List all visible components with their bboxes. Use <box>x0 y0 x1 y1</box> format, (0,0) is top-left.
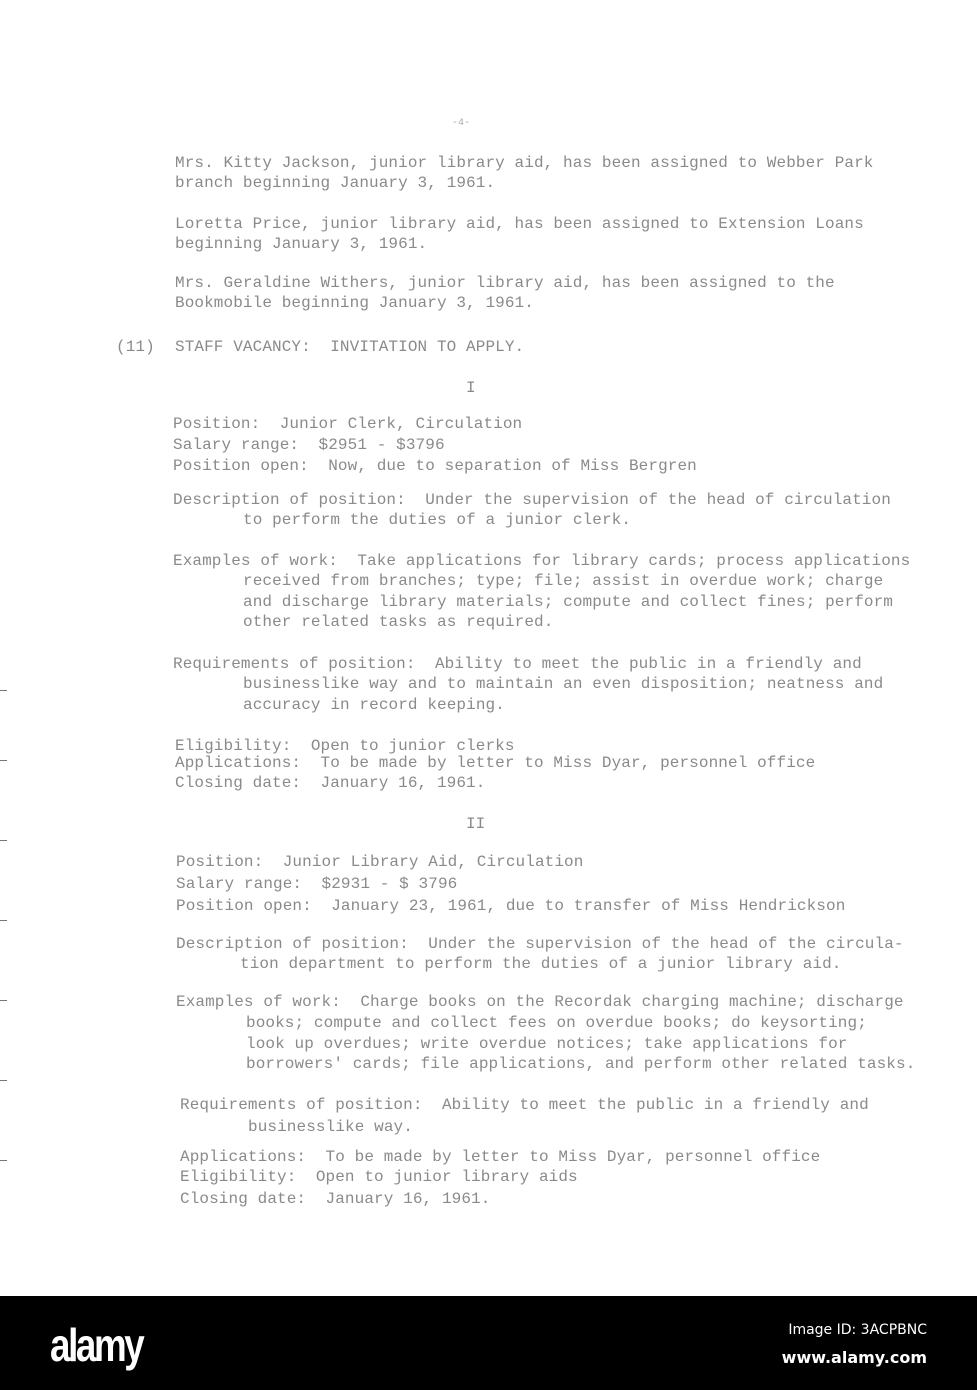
vacancy-requirements: businesslike way. <box>248 1118 413 1136</box>
vacancy-description: Description of position: Under the supervision of the head of circulation <box>173 491 891 509</box>
assignment-line: Bookmobile beginning January 3, 1961. <box>175 294 534 312</box>
vacancy-numeral: I <box>466 379 476 397</box>
assignment-line: Loretta Price, junior library aid, has been assigned to Extension Loans <box>175 215 864 233</box>
vacancy-description: tion department to perform the duties of a junior library aid. <box>240 955 842 973</box>
margin-mark <box>0 1000 7 1001</box>
vacancy-salary: Salary range: $2951 - $3796 <box>173 436 445 454</box>
vacancy-numeral: II <box>466 815 486 833</box>
vacancy-examples: and discharge library materials; compute and collect fines; perform <box>243 593 894 611</box>
margin-mark <box>0 760 7 761</box>
vacancy-examples: borrowers' cards; file applications, and perform other related tasks. <box>246 1055 916 1073</box>
vacancy-examples: received from branches; type; file; assist in overdue work; charge <box>243 572 884 590</box>
vacancy-requirements: Requirements of position: Ability to meet the public in a friendly and <box>180 1096 869 1114</box>
vacancy-applications: Applications: To be made by letter to Miss Dyar, personnel office <box>175 754 816 772</box>
assignment-line: Mrs. Kitty Jackson, junior library aid, has been assigned to Webber Park <box>175 154 874 172</box>
section-number: (11) <box>116 338 155 356</box>
margin-mark <box>0 1080 7 1081</box>
vacancy-eligibility: Eligibility: Open to junior library aids <box>180 1168 578 1186</box>
margin-mark <box>0 840 7 841</box>
vacancy-position: Position: Junior Clerk, Circulation <box>173 415 523 433</box>
vacancy-closing: Closing date: January 16, 1961. <box>175 774 486 792</box>
vacancy-closing: Closing date: January 16, 1961. <box>180 1190 491 1208</box>
vacancy-requirements: businesslike way and to maintain an even disposition; neatness and <box>243 675 884 693</box>
page-number: -4- <box>452 118 471 129</box>
margin-mark <box>0 920 7 921</box>
vacancy-applications: Applications: To be made by letter to Miss Dyar, personnel office <box>180 1148 821 1166</box>
margin-mark <box>0 1160 7 1161</box>
vacancy-requirements: accuracy in record keeping. <box>243 696 505 714</box>
margin-mark <box>0 690 7 691</box>
site-url: www.alamy.com <box>781 1348 927 1367</box>
vacancy-salary: Salary range: $2931 - $ 3796 <box>176 875 458 893</box>
vacancy-examples: Examples of work: Take applications for library cards; process applications <box>173 552 911 570</box>
vacancy-examples: Examples of work: Charge books on the Recordak charging machine; discharge <box>176 993 904 1011</box>
vacancy-description: Description of position: Under the supervision of the head of the circula- <box>176 935 904 953</box>
assignment-line: Mrs. Geraldine Withers, junior library aid, has been assigned to the <box>175 274 835 292</box>
assignment-line: beginning January 3, 1961. <box>175 235 428 253</box>
vacancy-examples: books; compute and collect fees on overdue books; do keysorting; <box>246 1014 867 1032</box>
alamy-logo: alamy <box>50 1319 143 1371</box>
watermark-footer <box>0 1296 977 1390</box>
vacancy-examples: look up overdues; write overdue notices; take applications for <box>246 1035 848 1053</box>
vacancy-position: Position: Junior Library Aid, Circulation <box>176 853 584 871</box>
assignment-line: branch beginning January 3, 1961. <box>175 174 496 192</box>
vacancy-open: Position open: Now, due to separation of Miss Bergren <box>173 457 697 475</box>
vacancy-description: to perform the duties of a junior clerk. <box>243 511 632 529</box>
vacancy-eligibility: Eligibility: Open to junior clerks <box>175 737 515 755</box>
image-id: Image ID: 3ACPBNC <box>788 1322 927 1338</box>
vacancy-requirements: Requirements of position: Ability to meet the public in a friendly and <box>173 655 862 673</box>
vacancy-open: Position open: January 23, 1961, due to transfer of Miss Hendrickson <box>176 897 846 915</box>
section-title: STAFF VACANCY: INVITATION TO APPLY. <box>175 338 525 356</box>
vacancy-examples: other related tasks as required. <box>243 613 554 631</box>
